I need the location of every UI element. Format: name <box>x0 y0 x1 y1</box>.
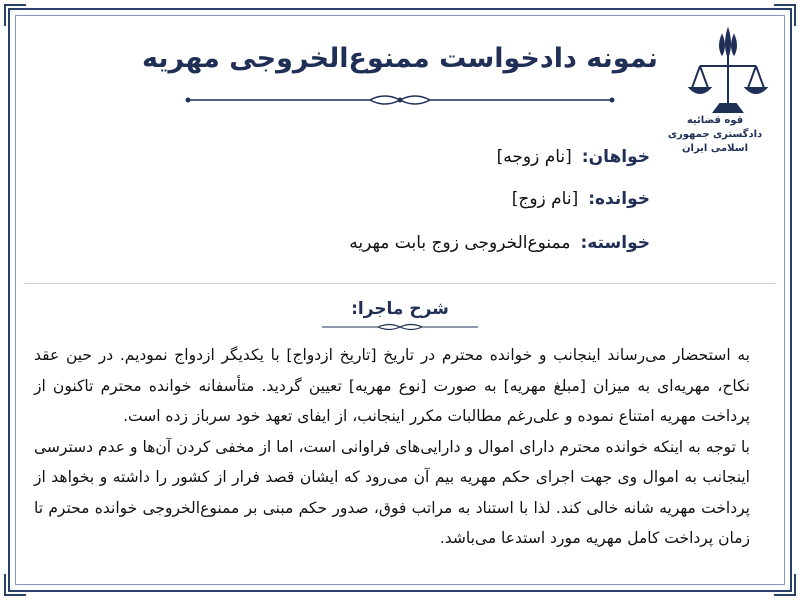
narrative-paragraph: با توجه به اینکه خوانده محترم دارای اموال و دارایی‌های فراوانی است، اما از مخفی کردن آن‌ها و عدم دسترسی اینجانب به اموال وی جهت اجرای حکم مهریه بیم آن می‌رود که ایشان قصد فرار از کشور را داشته و بخواهد از پرداخت مهریه شانه خالی کند. لذا با استناد به مراتب فوق، صدور حکم مبنی بر ممنوع‌الخروجی خوانده محترم تا زمان پرداخت کامل مهریه مورد استدعا می‌باشد. <box>34 437 750 547</box>
narrative-heading: شرح ماجرا: <box>351 299 449 319</box>
frame-corner-ornament <box>4 4 26 26</box>
page-title: نمونه دادخواست ممنوع‌الخروجی مهریه <box>142 43 658 74</box>
court-name <box>656 114 774 156</box>
title-ornament <box>180 92 620 108</box>
court-name-line-1: قوه قضائیه <box>686 115 744 126</box>
defendant-label: خوانده: <box>588 189 650 209</box>
defendant-field <box>512 186 650 212</box>
plaintiff-value: [نام زوجه] <box>496 147 572 167</box>
section-divider <box>24 283 776 284</box>
request-field <box>349 230 650 256</box>
judiciary-scales-icon <box>682 26 774 118</box>
frame-corner-ornament <box>774 4 796 26</box>
frame-corner-ornament <box>4 574 26 596</box>
court-name-line-2: دادگستری جمهوری اسلامی ایران <box>667 129 763 154</box>
narrative-body <box>34 340 750 554</box>
plaintiff-field <box>497 144 650 170</box>
narrative-paragraph: به استحضار می‌رساند اینجانب و خوانده محترم در تاریخ [تاریخ ازدواج] با یکدیگر ازدواج نمودیم. در حین عقد نکاح، مهریه‌ای به میزان [مبلغ مهریه] به صورت [نوع مهریه] تعیین گردید. متأسفانه خوانده محترم تاکنون از پرداخت مهریه امتناع نموده و علی‌رغم مطالبات مکرر اینجانب، از ایفای تعهد خود سرباز زده است. <box>34 346 750 425</box>
frame-corner-ornament <box>774 574 796 596</box>
heading-ornament <box>318 322 482 332</box>
plaintiff-label: خواهان: <box>581 147 650 167</box>
request-value: ممنوع‌الخروجی زوج بابت مهریه <box>349 233 571 253</box>
request-label: خواسته: <box>580 233 650 253</box>
defendant-value: [نام زوج] <box>511 189 579 209</box>
